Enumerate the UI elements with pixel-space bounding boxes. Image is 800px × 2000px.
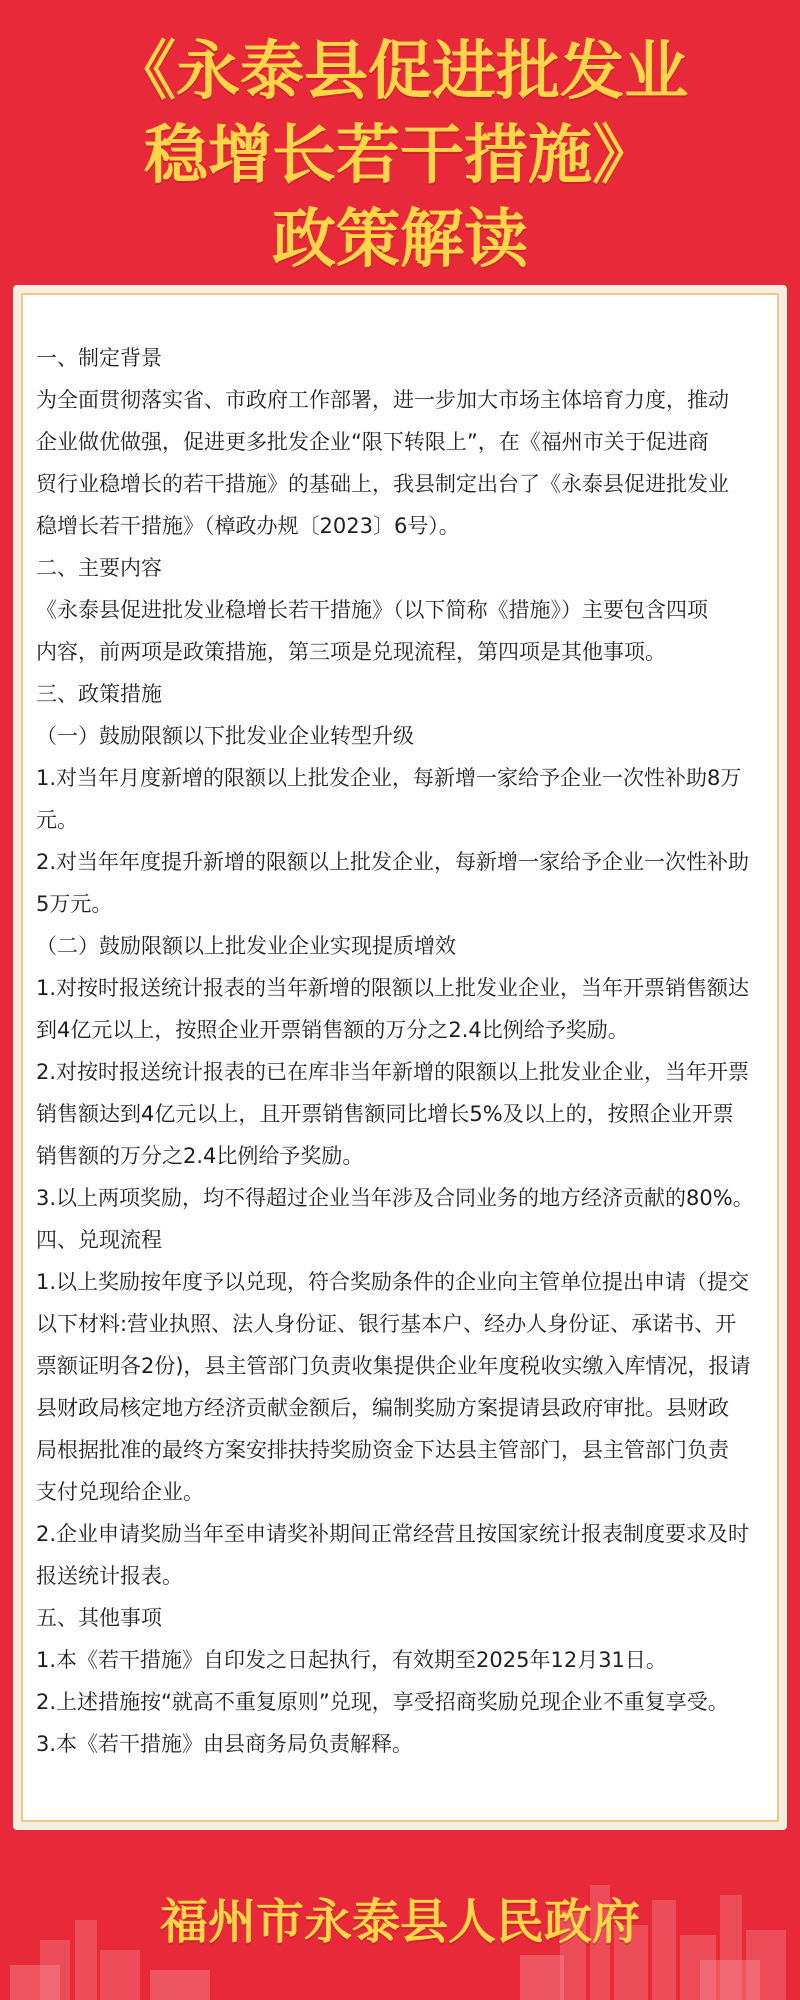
text-line: 稳增长若干措施》（樟政办规〔2023〕6号）。 xyxy=(36,514,460,538)
title-line-2: 稳增长若干措施》 xyxy=(144,119,656,193)
text-line: 内容，前两项是政策措施，第三项是兑现流程，第四项是其他事项。 xyxy=(36,640,666,664)
text-line: 销售额的万分之2.4比例给予奖励。 xyxy=(36,1144,364,1168)
text-line: 五、其他事项 xyxy=(36,1606,162,1630)
text-line: 为全面贯彻落实省、市政府工作部署，进一步加大市场主体培育力度，推动 xyxy=(36,388,729,412)
content-panel xyxy=(13,285,787,1830)
title-line-3: 政策解读 xyxy=(272,203,528,277)
text-line: 1.本《若干措施》自印发之日起执行，有效期至2025年12月31日。 xyxy=(36,1648,667,1672)
text-line: 2.对按时报送统计报表的已在库非当年新增的限额以上批发业企业，当年开票 xyxy=(36,1060,750,1084)
text-line: 5万元。 xyxy=(36,892,113,916)
text-line: 一、制定背景 xyxy=(36,346,162,370)
page-title xyxy=(0,30,800,282)
title-line-1: 《永泰县促进批发业 xyxy=(112,35,688,109)
text-line: 贸行业稳增长的若干措施》的基础上，我县制定出台了《永泰县促进批发业 xyxy=(36,472,729,496)
text-line: 支付兑现给企业。 xyxy=(36,1480,204,1504)
text-line: 县财政局核定地方经济贡献金额后，编制奖励方案提请县政府审批。县财政 xyxy=(36,1396,729,1420)
text-line: 局根据批准的最终方案安排扶持奖励资金下达县主管部门，县主管部门负责 xyxy=(36,1438,729,1462)
text-line: 企业做优做强，促进更多批发企业“限下转限上”，在《福州市关于促进商 xyxy=(36,430,709,454)
text-line: 1.对当年月度新增的限额以上批发企业，每新增一家给予企业一次性补助8万 xyxy=(36,766,742,790)
text-line: 报送统计报表。 xyxy=(36,1564,183,1588)
content-body xyxy=(21,293,779,1822)
text-line: 三、政策措施 xyxy=(36,682,162,706)
text-line: 1.以上奖励按年度予以兑现，符合奖励条件的企业向主管单位提出申请（提交 xyxy=(36,1270,750,1294)
text-line: 到4亿元以上，按照企业开票销售额的万分之2.4比例给予奖励。 xyxy=(36,1018,629,1042)
text-line: 3.本《若干措施》由县商务局负责解释。 xyxy=(36,1732,414,1756)
text-line: 3.以上两项奖励，均不得超过企业当年涉及合同业务的地方经济贡献的80%。 xyxy=(36,1186,754,1210)
text-line: （一）鼓励限额以下批发业企业转型升级 xyxy=(36,724,414,748)
text-line: 销售额达到4亿元以上，且开票销售额同比增长5%及以上的，按照企业开票 xyxy=(36,1102,734,1126)
text-line: 1.对按时报送统计报表的当年新增的限额以上批发业企业，当年开票销售额达 xyxy=(36,976,750,1000)
text-line: （二）鼓励限额以上批发业企业实现提质增效 xyxy=(36,934,456,958)
text-line: 元。 xyxy=(36,808,78,832)
text-line: 票额证明各2份)，县主管部门负责收集提供企业年度税收实缴入库情况，报请 xyxy=(36,1354,751,1378)
text-line: 《永泰县促进批发业稳增长若干措施》（以下简称《措施》）主要包含四项 xyxy=(36,598,708,622)
text-line: 二、主要内容 xyxy=(36,556,162,580)
footer-issuer: 福州市永泰县人民政府 xyxy=(159,1894,640,1950)
text-line: 2.企业申请奖励当年至申请奖补期间正常经营且按国家统计报表制度要求及时 xyxy=(36,1522,750,1546)
text-line: 以下材料:营业执照、法人身份证、银行基本户、经办人身份证、承诺书、开 xyxy=(36,1312,737,1336)
text-line: 四、兑现流程 xyxy=(36,1228,162,1252)
text-line: 2.上述措施按“就高不重复原则”兑现，享受招商奖励兑现企业不重复享受。 xyxy=(36,1690,729,1714)
text-line: 2.对当年年度提升新增的限额以上批发企业，每新增一家给予企业一次性补助 xyxy=(36,850,750,874)
